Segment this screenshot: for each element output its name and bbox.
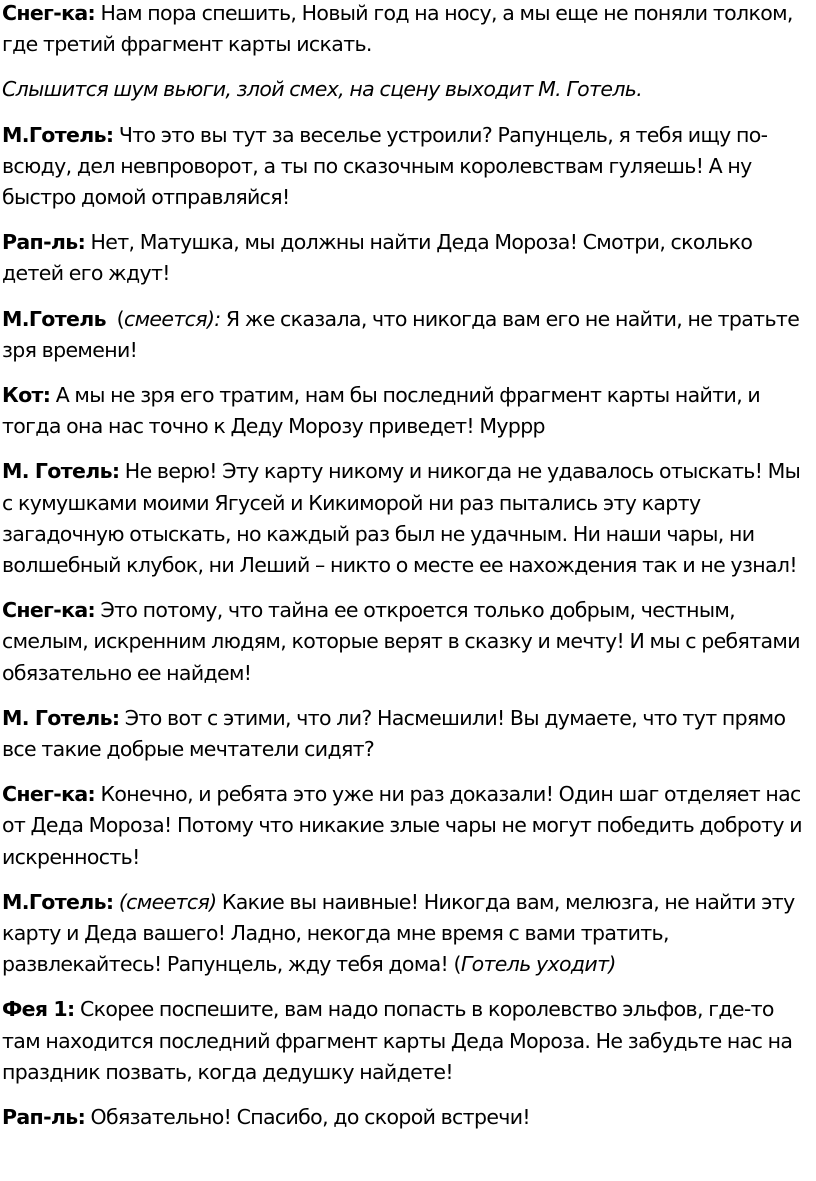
script-line-10 [2,779,814,873]
script-line-12 [2,994,814,1088]
line-text: Нам пора спешить, Новый год на носу, а мы еще не поняли толком, где третий фрагмент карты искать. [2,1,793,57]
speaker-name: Снег-ка: [2,598,96,623]
script-line-6 [2,380,814,442]
script-line-11 [2,887,814,981]
line-text: А мы не зря его тратим, нам бы последний фрагмент карты найти, и тогда она нас точно к Деду Морозу приведет! Муррр [2,383,761,439]
line-text: Нет, Матушка, мы должны найти Деда Мороза! Смотри, сколько детей его ждут! [2,230,753,286]
speaker-name: М.Готель [2,306,106,331]
script-line-8 [2,595,814,689]
line-text: Это вот с этими, что ли? Насмешили! Вы думаете, что тут прямо все такие добрые мечтатели сидят? [2,705,786,762]
speaker-name: Рап-ль: [2,230,86,255]
speaker-name: М.Готель: [2,889,114,914]
line-text: Не верю! Эту карту никому и никогда не удавалось отыскать! Мы с кумушками моими Ягусей и Кикиморой ни раз пытались эту карту загадочную отыскать, но каждый раз был не удачным. Ни наши чары, ни волшебный клубок, ни Леший – никто о месте ее нахождения так и не узнал! [2,459,801,578]
script-line-1 [2,0,814,60]
speaker-name: Кот: [2,383,51,408]
script-line-5 [2,304,814,366]
line-direction: смеется): [124,306,221,331]
line-text: Что это вы тут за веселье устроили? Рапунцель, я тебя ищу по-всюду, дел невпроворот, а ты по сказочным королевствам гуляешь! А ну быстро домой отправляйся! [2,122,768,210]
line-text: Какие вы наивные! Никогда вам, мелюзга, не найти эту карту и Деда вашего! Ладно, некогда мне время с вами тратить, развлекайтесь! Рапунцель, жду тебя дома! ( [2,889,795,977]
line-text: Скорее поспешите, вам надо попасть в королевство эльфов, где-то там находится последний фрагмент карты Деда Мороза. Не забудьте нас на праздник позвать, когда дедушку найдете! [2,997,793,1084]
line-text: Обязательно! Спасибо, до скорой встречи! [85,1105,530,1130]
script-line-4 [2,227,814,289]
script-line-9 [2,703,814,765]
line-tail-direction: Готель уходит) [460,952,616,977]
stage-direction-text: Слышится шум вьюги, злой смех, на сцену выходит М. Готель. [2,77,643,102]
speaker-name: Фея 1: [2,997,75,1022]
script-line-13 [2,1102,814,1133]
script-line-7 [2,456,814,581]
line-text: Я же сказала, что никогда вам его не найти, не тратьте зря времени! [2,306,800,362]
line-direction: (смеется) [118,889,217,914]
speaker-name: М. Готель: [2,459,120,484]
line-text: Это потому, что тайна ее откроется только добрым, честным, смелым, искренним людям, которые верят в сказку и мечту! И мы с ребятами обязательно ее найдем! [2,598,800,685]
speaker-name: Снег-ка: [2,782,96,807]
speaker-name: Рап-ль: [2,1105,86,1130]
stage-direction [2,74,814,105]
speaker-name: М.Готель: [2,122,114,147]
line-text: Конечно, и ребята это уже ни раз доказали! Один шаг отделяет нас от Деда Мороза! Потому что никакие злые чары не могут победить доброту и искренность! [2,782,802,869]
speaker-name: М. Готель: [2,705,120,730]
speaker-name: Снег-ка: [2,1,96,25]
line-prefix: ( [105,306,124,331]
script-line-3 [2,120,814,214]
